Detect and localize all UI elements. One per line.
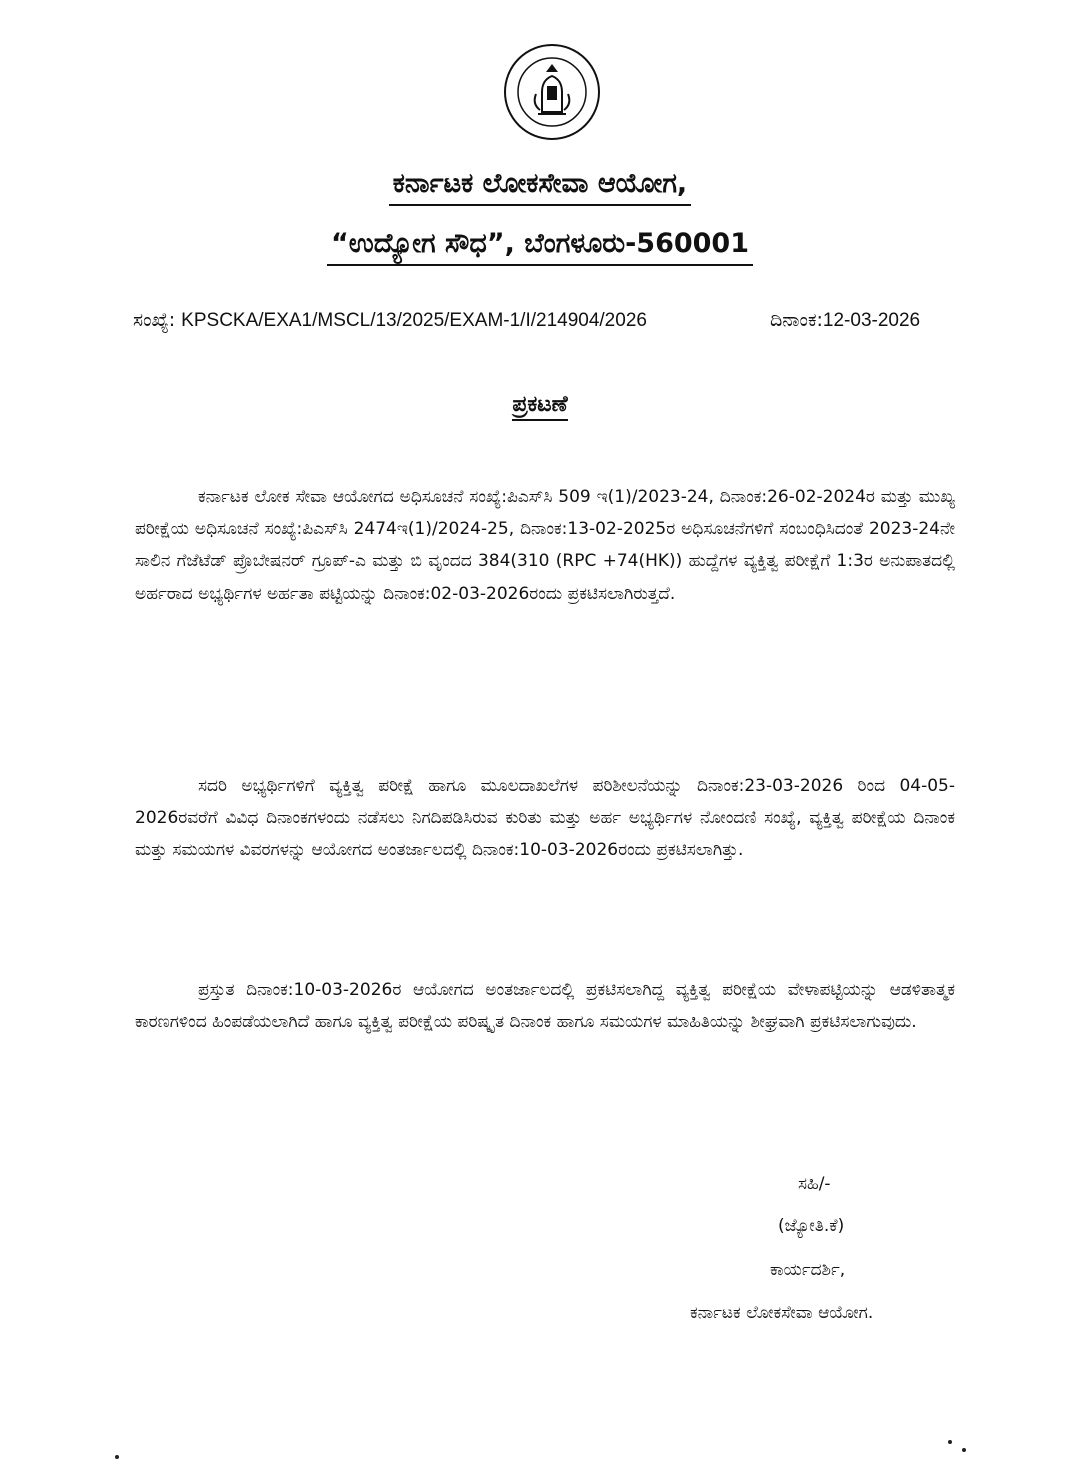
notice-title-text: ಪ್ರಕಟಣೆ [512, 392, 567, 421]
notice-title [0, 392, 1080, 417]
signature-signed: ಸಹಿ/- [798, 1174, 831, 1194]
scan-speck [962, 1448, 966, 1452]
org-address: “ಉದ್ಯೋಗ ಸೌಧ”, ಬೆಂಗಳೂರು-560001 [327, 228, 753, 266]
paragraph-3: ಪ್ರಸ್ತುತ ದಿನಾಂಕ:10-03-2026ರ ಆಯೋಗದ ಅಂತರ್ಜಾಲದಲ್ಲಿ ಪ್ರಕಟಿಸಲಾಗಿದ್ದ ವ್ಯಕ್ತಿತ್ವ ಪರೀಕ್ಷೆಯ ವೇಳಾಪಟ್ಟಿಯನ್ನು ಆಡಳಿತಾತ್ಮಕ ಕಾರಣಗಳಿಂದ ಹಿಂಪಡೆಯಲಾಗಿದೆ ಹಾಗೂ ವ್ಯಕ್ತಿತ್ವ ಪರೀಕ್ಷೆಯ ಪರಿಷ್ಕೃತ ದಿನಾಂಕ ಹಾಗೂ ಸಮಯಗಳ ಮಾಹಿತಿಯನ್ನು ಶೀಘ್ರವಾಗಿ ಪ್ರಕಟಿಸಲಾಗುವುದು. [135, 980, 955, 1033]
org-name: ಕರ್ನಾಟಕ ಲೋಕಸೇವಾ ಆಯೋಗ, [389, 168, 691, 206]
reference-number-value: KPSCKA/EXA1/MSCL/13/2025/EXAM-1/I/214904/2026 [181, 310, 647, 331]
paragraph-2: ಸದರಿ ಅಭ್ಯರ್ಥಿಗಳಿಗೆ ವ್ಯಕ್ತಿತ್ವ ಪರೀಕ್ಷೆ ಹಾಗೂ ಮೂಲದಾಖಲೆಗಳ ಪರಿಶೀಲನೆಯನ್ನು ದಿನಾಂಕ:23-03-2026 ರಿಂದ 04-05-2026ರವರೆಗೆ ವಿವಿಧ ದಿನಾಂಕಗಳಂದು ನಡೆಸಲು ನಿಗದಿಪಡಿಸಿರುವ ಕುರಿತು ಮತ್ತು ಅರ್ಹ ಅಭ್ಯರ್ಥಿಗಳ ನೋಂದಣಿ ಸಂಖ್ಯೆ, ವ್ಯಕ್ತಿತ್ವ ಪರೀಕ್ಷೆಯ ದಿನಾಂಕ ಮತ್ತು ಸಮಯಗಳ ವಿವರಗಳನ್ನು ಆಯೋಗದ ಅಂತರ್ಜಾಲದಲ್ಲಿ ದಿನಾಂಕ:10-03-2026ರಂದು ಪ್ರಕಟಿಸಲಾಗಿತ್ತು. [135, 776, 955, 861]
organization-heading [0, 168, 1080, 206]
reference-date-value: 12-03-2026 [822, 310, 921, 331]
reference-number-label: ಸಂಖ್ಯೆ: [133, 309, 176, 331]
government-seal-icon [502, 42, 602, 142]
reference-date-label: ದಿನಾಂಕ: [770, 309, 823, 331]
address-heading [0, 228, 1080, 266]
signatory-designation: ಕಾರ್ಯದರ್ಶಿ, [770, 1260, 846, 1280]
scan-speck [948, 1440, 952, 1444]
reference-number [133, 309, 647, 332]
signatory-name: (ಜ್ಯೋತಿ.ಕೆ) [778, 1216, 845, 1236]
signatory-organization: ಕರ್ನಾಟಕ ಲೋಕಸೇವಾ ಆಯೋಗ. [690, 1303, 874, 1323]
paragraph-1: ಕರ್ನಾಟಕ ಲೋಕ ಸೇವಾ ಆಯೋಗದ ಅಧಿಸೂಚನೆ ಸಂಖ್ಯೆ:ಪಿಎಸ್‌ಸಿ 509 ಇ(1)/2023-24, ದಿನಾಂಕ:26-02-2024ರ ಮತ್ತು ಮುಖ್ಯ ಪರೀಕ್ಷೆಯ ಅಧಿಸೂಚನೆ ಸಂಖ್ಯೆ:ಪಿಎಸ್‌ಸಿ 2474ಇ(1)/2024-25, ದಿನಾಂಕ:13-02-2025ರ ಅಧಿಸೂಚನೆಗಳಿಗೆ ಸಂಬಂಧಿಸಿದಂತೆ 2023-24ನೇ ಸಾಲಿನ ಗೆಜೆಟೆಡ್ ಪ್ರೊಬೇಷನರ್ ಗ್ರೂಪ್-ಎ ಮತ್ತು ಬಿ ವೃಂದದ 384(310 (RPC +74(HK)) ಹುದ್ದೆಗಳ ವ್ಯಕ್ತಿತ್ವ ಪರೀಕ್ಷೆಗೆ 1:3ರ ಅನುಪಾತದಲ್ಲಿ ಅರ್ಹರಾದ ಅಭ್ಯರ್ಥಿಗಳ ಅರ್ಹತಾ ಪಟ್ಟಿಯನ್ನು ದಿನಾಂಕ:02-03-2026ರಂದು ಪ್ರಕಟಿಸಲಾಗಿರುತ್ತದೆ. [135, 487, 955, 604]
scan-speck [115, 1455, 119, 1459]
reference-date [770, 309, 920, 332]
